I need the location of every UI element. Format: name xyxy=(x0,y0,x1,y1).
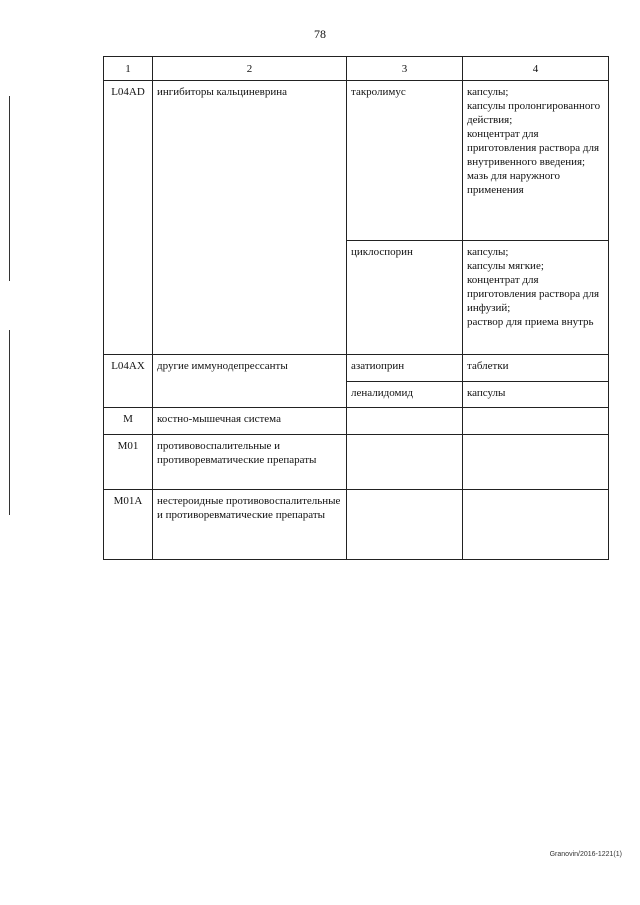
footer-stamp: Granovin/2016-1221(1) xyxy=(549,851,622,858)
table-row xyxy=(104,490,609,560)
group-name: ингибиторы кальциневрина xyxy=(153,81,347,355)
drug-name xyxy=(347,408,463,435)
table-row xyxy=(104,435,609,490)
dosage-form: капсулы пролонгированного действия; xyxy=(467,100,601,126)
group-name: костно-мышечная система xyxy=(153,408,347,435)
dosage-forms xyxy=(463,490,609,560)
page-number: 78 xyxy=(314,27,326,41)
atc-code: M01 xyxy=(104,435,153,490)
atc-code: L04AX xyxy=(104,355,153,408)
dosage-forms xyxy=(463,241,609,355)
group-name: противовоспалительные и противоревматические препараты xyxy=(153,435,347,490)
drug-name: такролимус xyxy=(347,81,463,241)
table-row xyxy=(104,408,609,435)
group-name: нестероидные противовоспалительные и противоревматические препараты xyxy=(153,490,347,560)
dosage-forms xyxy=(463,382,609,408)
dosage-form: раствор для приема внутрь xyxy=(467,316,594,328)
dosage-form: концентрат для приготовления раствора для инфузий; xyxy=(467,274,599,314)
dosage-form: капсулы; xyxy=(467,246,509,258)
dosage-forms xyxy=(463,408,609,435)
dosage-form: концентрат для приготовления раствора для внутривенного введения; xyxy=(467,128,599,168)
header-col-3: 3 xyxy=(347,57,463,81)
header-col-2: 2 xyxy=(153,57,347,81)
atc-code: M01A xyxy=(104,490,153,560)
header-col-1: 1 xyxy=(104,57,153,81)
table-row xyxy=(104,355,609,382)
drug-name: азатиоприн xyxy=(347,355,463,382)
header-col-4: 4 xyxy=(463,57,609,81)
dosage-forms xyxy=(463,435,609,490)
atc-code: L04AD xyxy=(104,81,153,355)
dosage-forms xyxy=(463,81,609,241)
margin-line xyxy=(9,96,10,281)
dosage-form: мазь для наружного применения xyxy=(467,170,560,196)
drug-name xyxy=(347,435,463,490)
dosage-form: таблетки xyxy=(467,360,509,372)
dosage-form: капсулы xyxy=(467,387,506,399)
dosage-form: капсулы мягкие; xyxy=(467,260,544,272)
drug-name: циклоспорин xyxy=(347,241,463,355)
dosage-forms xyxy=(463,355,609,382)
header-row xyxy=(104,57,609,81)
group-name: другие иммунодепрессанты xyxy=(153,355,347,408)
dosage-form: капсулы; xyxy=(467,86,509,98)
table-row xyxy=(104,81,609,241)
drug-name xyxy=(347,490,463,560)
drug-name: леналидомид xyxy=(347,382,463,408)
atc-code: M xyxy=(104,408,153,435)
margin-line xyxy=(9,330,10,515)
drug-table xyxy=(103,56,609,560)
